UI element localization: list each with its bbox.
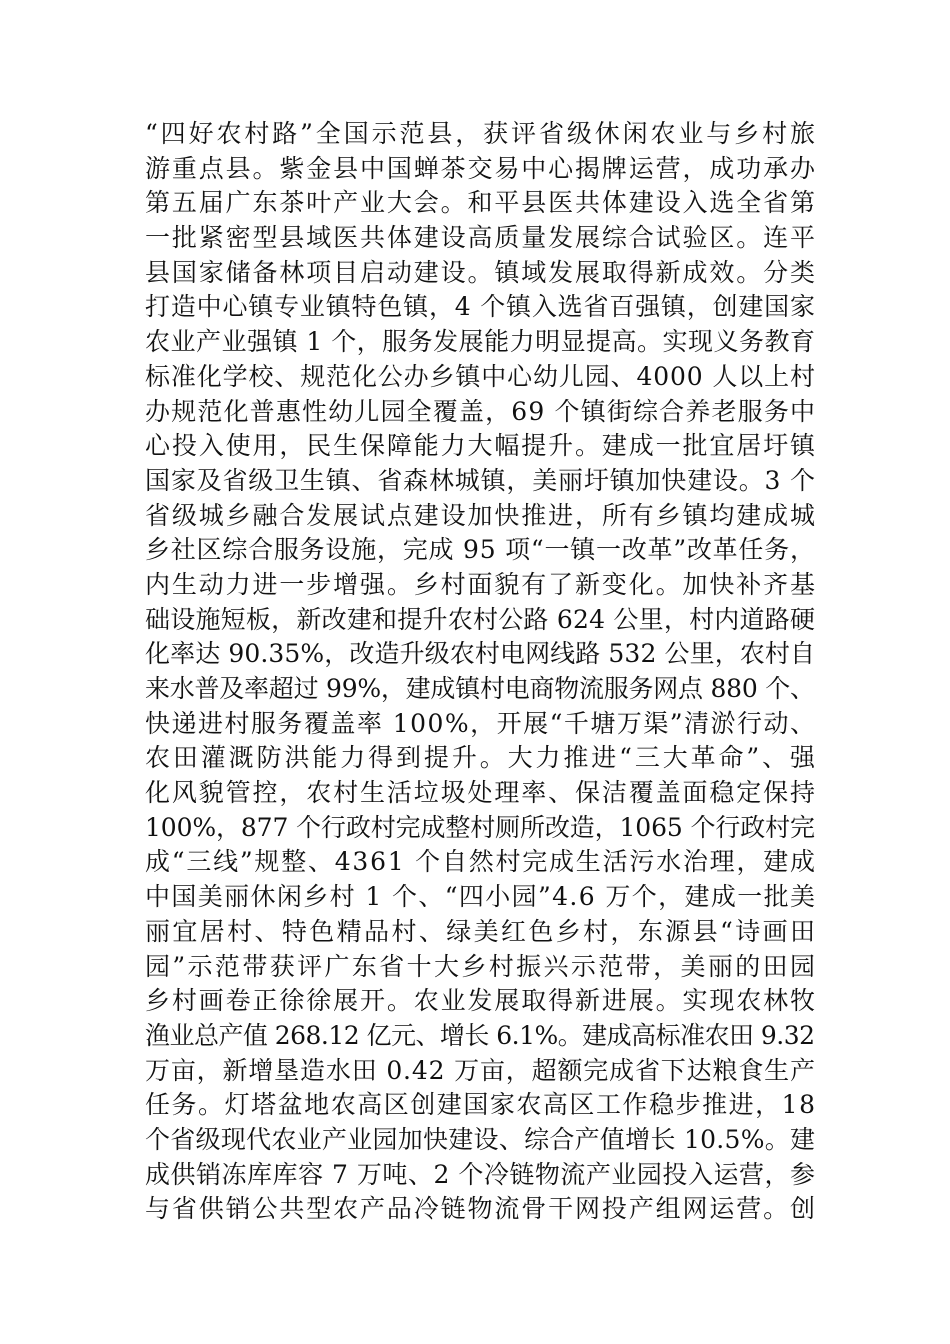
text-line: 化率达 90.35%，改造升级农村电网线路 532 公里，农村自 — [145, 639, 816, 669]
text-line: 乡村画卷正徐徐展开。农业发展取得新进展。实现农林牧 — [145, 986, 817, 1016]
text-line: 个省级现代农业产业园加快建设、综合产值增长 10.5%。建 — [145, 1124, 816, 1154]
text-line: 丽宜居村、特色精品村、绿美红色乡村，东源县“诗画田 — [145, 916, 818, 946]
text-line: 省级城乡融合发展试点建设加快推进，所有乡镇均建成城 — [145, 500, 817, 530]
text-line: 办规范化普惠性幼儿园全覆盖，69 个镇街综合养老服务中 — [145, 396, 817, 426]
text-line: 成“三线”规整、4361 个自然村完成生活污水治理，建成 — [145, 847, 817, 877]
text-line: 万亩，新增垦造水田 0.42 万亩，超额完成省下达粮食生产 — [145, 1055, 816, 1085]
text-line: 与省供销公共型农产品冷链物流骨干网投产组网运营。创 — [145, 1194, 817, 1224]
text-line: 中国美丽休闲乡村 1 个、“四小园”4.6 万个，建成一批美 — [145, 882, 817, 912]
text-line: 农业产业强镇 1 个，服务发展能力明显提高。实现义务教育 — [145, 327, 816, 357]
text-line: 园”示范带获评广东省十大乡村振兴示范带，美丽的田园 — [145, 951, 818, 981]
text-line: 来水普及率超过 99%，建成镇村电商物流服务网点 880 个、 — [145, 674, 815, 703]
text-line: 成供销冻库库容 7 万吨、2 个冷链物流产业园投入运营，参 — [145, 1159, 816, 1189]
text-line: 县国家储备林项目启动建设。镇域发展取得新成效。分类 — [145, 257, 817, 287]
text-line: 础设施短板，新改建和提升农村公路 624 公里，村内道路硬 — [145, 604, 816, 634]
text-line: 游重点县。紫金县中国蝉茶交易中心揭牌运营，成功承办 — [145, 153, 817, 183]
text-line: 乡社区综合服务设施，完成 95 项“一镇一改革”改革任务， — [145, 535, 816, 565]
text-line: 化风貌管控，农村生活垃圾处理率、保洁覆盖面稳定保持 — [145, 778, 817, 808]
text-line: 快递进村服务覆盖率 100%，开展“千塘万渠”清淤行动、 — [145, 708, 817, 738]
text-line: 内生动力进一步增强。乡村面貌有了新变化。加快补齐基 — [145, 569, 817, 599]
text-line: 打造中心镇专业镇特色镇，4 个镇入选省百强镇，创建国家 — [145, 292, 816, 322]
text-line: “四好农村路”全国示范县，获评省级休闲农业与乡村旅 — [145, 119, 818, 148]
text-line: 国家及省级卫生镇、省森林城镇，美丽圩镇加快建设。3 个 — [145, 465, 816, 495]
text-line: 标准化学校、规范化公办乡镇中心幼儿园、4000 人以上村 — [145, 361, 816, 391]
text-line: 第五届广东茶叶产业大会。和平县医共体建设入选全省第 — [145, 188, 817, 218]
text-line: 渔业总产值 268.12 亿元、增长 6.1%。建成高标准农田 9.32 — [145, 1020, 815, 1050]
text-line: 100%，877 个行政村完成整村厕所改造，1065 个行政村完 — [145, 812, 815, 842]
text-line: 心投入使用，民生保障能力大幅提升。建成一批宜居圩镇 — [145, 431, 817, 461]
text-line: 一批紧密型县域医共体建设高质量发展综合试验区。连平 — [145, 223, 817, 253]
text-line: 农田灌溉防洪能力得到提升。大力推进“三大革命”、强 — [145, 743, 818, 773]
text-line: 任务。灯塔盆地农高区创建国家农高区工作稳步推进，18 — [145, 1090, 817, 1120]
body-paragraph — [145, 117, 818, 1227]
